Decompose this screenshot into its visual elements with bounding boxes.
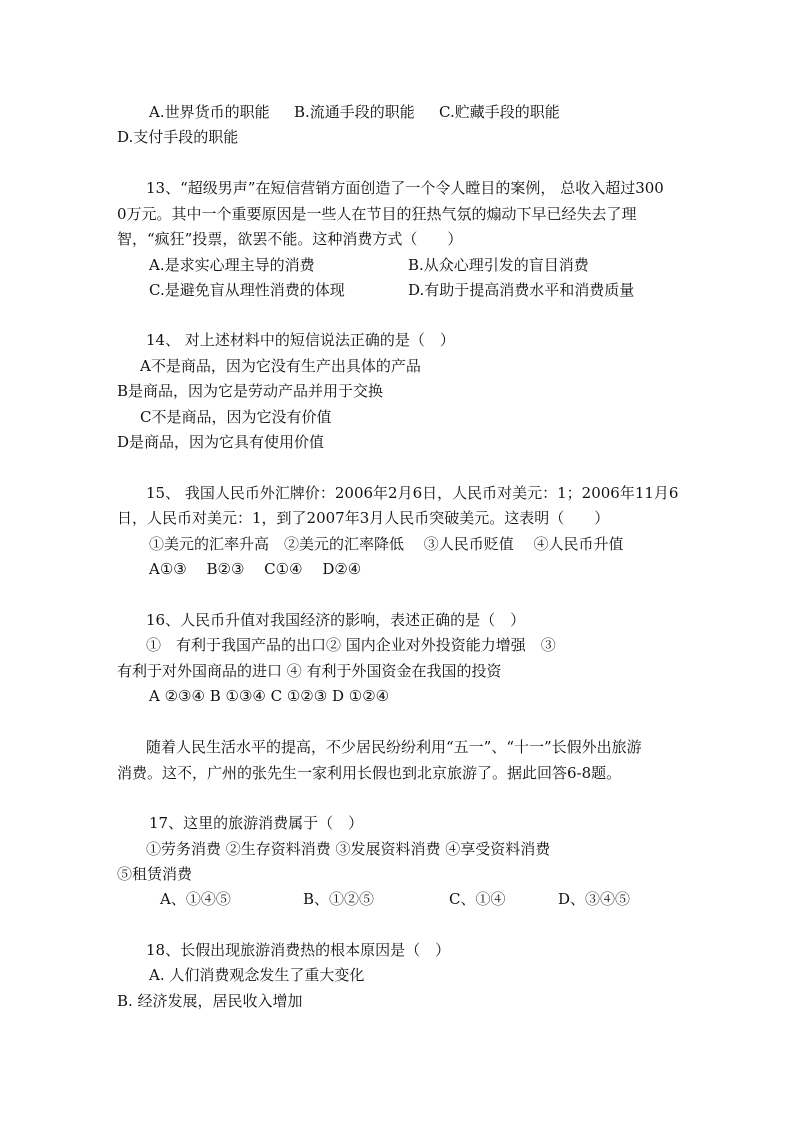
- q17-items-line1: ①劳务消费 ②生存资料消费 ③发展资料消费 ④享受资料消费: [146, 840, 551, 858]
- q13-stem-line2: 0万元。其中一个重要原因是一些人在节目的狂热气氛的煽动下早已经失去了理: [117, 205, 637, 223]
- q13-option-d: D.有助于提高消费水平和消费质量: [408, 281, 635, 299]
- q13-option-a: A.是求实心理主导的消费: [149, 256, 315, 274]
- q18-stem: 18、长假出现旅游消费热的根本原因是（ ）: [146, 941, 451, 959]
- passage-line1: 随着人民生活水平的提高，不少居民纷纷利用“五一”、“十一”长假外出旅游: [146, 738, 642, 756]
- q14-option-c: C不是商品，因为它没有价值: [140, 408, 332, 426]
- q13-option-b: B.从众心理引发的盲目消费: [408, 256, 589, 274]
- q17-option-a: A、①④⑤: [160, 890, 231, 908]
- q16-options: A ②③④ B ①③④ C ①②③ D ①②④: [149, 687, 390, 705]
- q17-stem: 17、这里的旅游消费属于（ ）: [149, 814, 364, 832]
- q18-option-b: B. 经济发展，居民收入增加: [117, 992, 303, 1010]
- q15-stem-line2: 日，人民币对美元：1，到了2007年3月人民币突破美元。这表明（ ）: [117, 509, 610, 527]
- q17-option-d: D、③④⑤: [558, 890, 631, 908]
- q12-option-c: C.贮藏手段的职能: [439, 103, 560, 121]
- q17-items-line2: ⑤租赁消费: [117, 865, 193, 883]
- q17-option-c: C、①④: [449, 890, 506, 908]
- q17-option-b: B、①②⑤: [303, 890, 375, 908]
- q15-stem-line1: 15、 我国人民币外汇牌价：2006年2月6日，人民币对美元：1；2006年11月6: [146, 484, 679, 502]
- q15-items: ①美元的汇率升高 ②美元的汇率降低 ③人民币贬值 ④人民币升值: [149, 535, 624, 553]
- q13-stem-line1: 13、“超级男声”在短信营销方面创造了一个令人瞠目的案例， 总收入超过300: [146, 179, 664, 197]
- q14-option-d: D是商品，因为它具有使用价值: [117, 433, 325, 451]
- q14-option-b: B是商品，因为它是劳动产品并用于交换: [117, 382, 384, 400]
- q14-stem: 14、 对上述材料中的短信说法正确的是（ ）: [146, 331, 455, 349]
- q12-option-d: D.支付手段的职能: [117, 128, 239, 146]
- q12-option-a: A.世界货币的职能: [149, 103, 270, 121]
- q13-option-c: C.是避免盲从理性消费的体现: [149, 281, 345, 299]
- q12-option-b: B.流通手段的职能: [294, 103, 415, 121]
- q18-option-a: A. 人们消费观念发生了重大变化: [149, 966, 365, 984]
- q14-option-a: A不是商品，因为它没有生产出具体的产品: [140, 357, 421, 375]
- q16-items-line1: ① 有利于我国产品的出口② 国内企业对外投资能力增强 ③: [146, 636, 556, 654]
- q16-items-line2: 有利于对外国商品的进口 ④ 有利于外国资金在我国的投资: [117, 662, 502, 680]
- passage-line2: 消费。这不，广州的张先生一家利用长假也到北京旅游了。据此回答6-8题。: [117, 764, 622, 782]
- q16-stem: 16、人民币升值对我国经济的影响，表述正确的是（ ）: [146, 611, 526, 629]
- q13-stem-line3: 智，“疯狂”投票，欲罢不能。这种消费方式（ ）: [117, 230, 463, 248]
- q15-options: A①③ B②③ C①④ D②④: [149, 560, 362, 578]
